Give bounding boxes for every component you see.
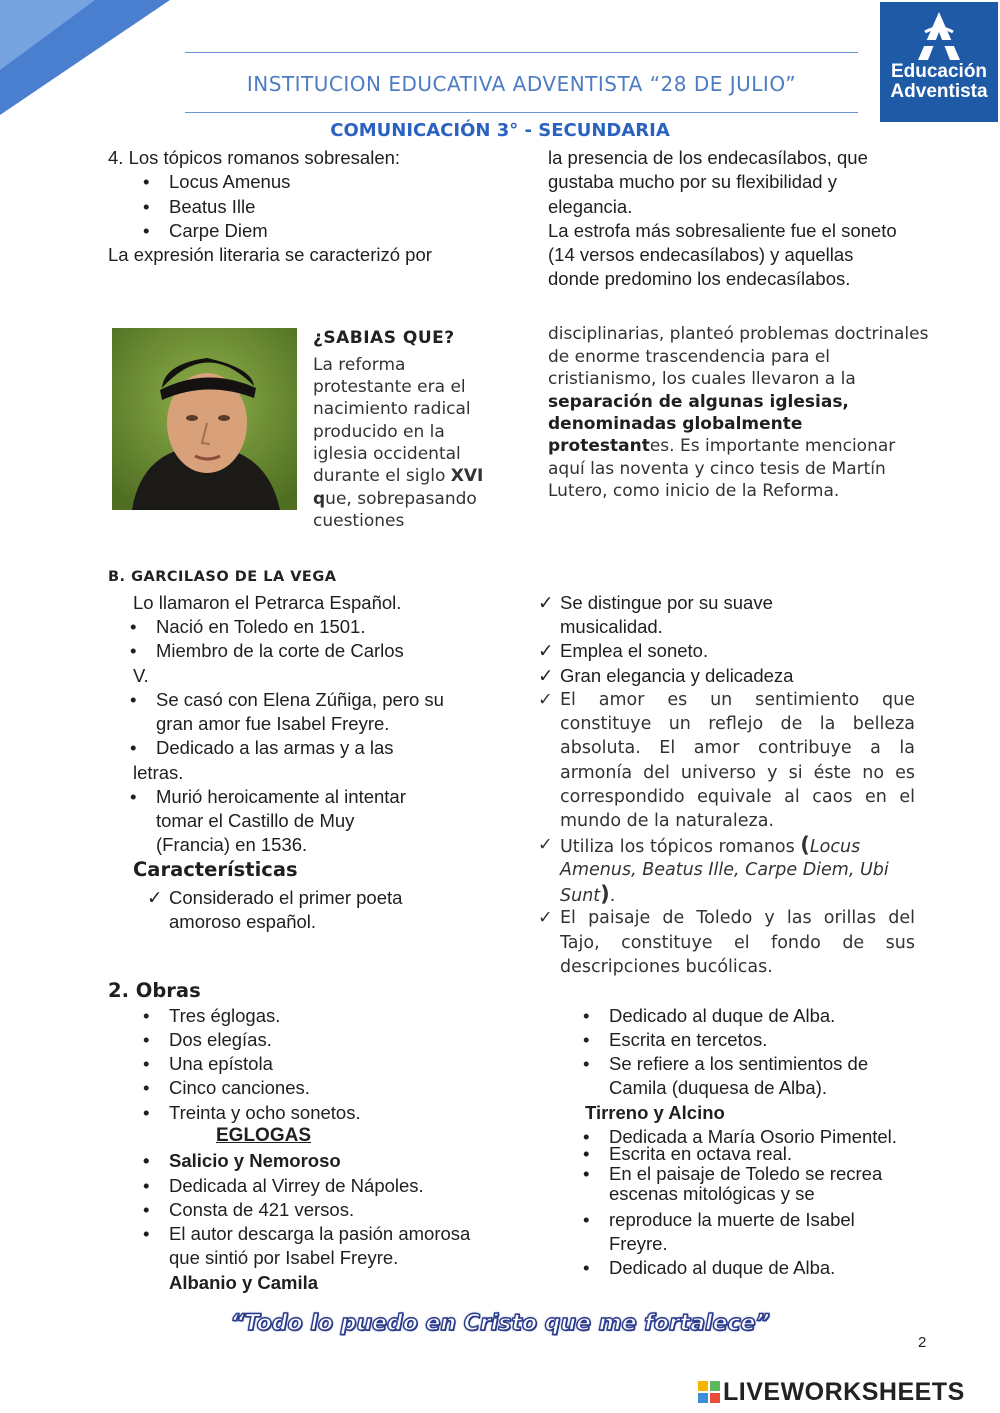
caracteristica-item: ✓ Gran elegancia y delicadeza [560, 664, 793, 688]
page-number: 2 [918, 1334, 927, 1351]
obra-detail-cont: Freyre. [609, 1233, 668, 1254]
paren-open: ( [800, 833, 810, 857]
obra-detail: • Dedicada al Virrey de Nápoles. [169, 1174, 424, 1198]
salicio-heading: • Salicio y Nemoroso [169, 1149, 341, 1173]
caracteristica-item-cont [560, 858, 889, 882]
caracteristica-item-cont: musicalidad. [560, 616, 663, 637]
obra-detail: • En el paisaje de Toledo se recrea [609, 1164, 882, 1184]
institution-name: INSTITUCION EDUCATIVA ADVENTISTA “28 DE JULIO” [246, 72, 797, 96]
obra-item: • Dos elegías. [169, 1028, 272, 1052]
topico-item: • Carpe Diem [169, 219, 268, 243]
bio-item-cont: letras. [133, 762, 184, 783]
sabias-right-line: aquí las noventa y cinco tesis de Martín [548, 459, 886, 479]
sabias-right-line: de enorme trascendencia para el [548, 347, 831, 367]
logo-text-1: Educación [890, 61, 988, 82]
bio-item: • Miembro de la corte de Carlos [156, 639, 404, 663]
liveworksheets-brand[interactable] [698, 1378, 965, 1407]
obra-item: • Tres églogas. [169, 1004, 280, 1028]
sabias-left-line: La reforma [313, 355, 406, 375]
obra-detail: • Escrita en tercetos. [609, 1028, 767, 1052]
bio-item-cont: (Francia) en 1536. [156, 834, 308, 855]
obra-detail: • Dedicada a María Osorio Pimentel. [609, 1125, 897, 1149]
obra-detail-cont: Camila (duquesa de Alba). [609, 1077, 828, 1098]
q-bold: q [313, 489, 326, 509]
obra-detail: • El autor descarga la pasión amorosa [169, 1222, 470, 1246]
obra-item: • Cinco canciones. [169, 1076, 310, 1100]
sabias-title: ¿SABIAS QUE? [313, 328, 455, 348]
topico-item: • Beatus Ille [169, 195, 255, 219]
caracteristica-item-cont: Tajo, constituye el fondo de sus [560, 933, 915, 953]
topico-item: • Locus Amenus [169, 170, 290, 194]
garcilaso-heading: B. GARCILASO DE LA VEGA [108, 569, 337, 585]
obras-heading: 2. Obras [108, 979, 201, 1002]
header-decoration-light [0, 0, 95, 70]
sabias-right-line: Lutero, como inicio de la Reforma. [548, 481, 840, 501]
caracteristica-item-cont: mundo de la naturaleza. [560, 811, 774, 831]
sabias-bold-line: separación de algunas iglesias, [548, 392, 849, 412]
caracteristica-item: ✓ Considerado el primer poeta [169, 886, 402, 910]
bio-item-cont: tomar el Castillo de Muy [156, 810, 355, 831]
caracteristica-item: ✓ El paisaje de Toledo y las orillas del [560, 906, 915, 930]
period: . [609, 886, 616, 906]
sabias-left-line [313, 465, 483, 487]
topicos-intro: 4. Los tópicos romanos sobresalen: [108, 147, 401, 168]
obra-detail: • Escrita en octava real. [609, 1144, 792, 1164]
header-rule-bottom [185, 112, 858, 113]
obra-detail: • Se refiere a los sentimientos de [609, 1052, 868, 1076]
liveworksheets-logo-icon [698, 1381, 720, 1403]
sabias-left-line: iglesia occidental [313, 444, 461, 464]
obra-detail-cont: escenas mitológicas y se [609, 1183, 815, 1204]
sobrepasando-text: ue, sobrepasando [325, 489, 477, 509]
sabias-left-line: producido en la [313, 422, 445, 442]
topicos-right-line: la presencia de los endecasílabos, que [548, 147, 868, 168]
adventista-emblem-icon [916, 10, 962, 62]
obra-detail: • Dedicado al duque de Alba. [609, 1256, 835, 1280]
sabias-left-line: nacimiento radical [313, 399, 471, 419]
sabias-right-line: cristianismo, los cuales llevaron a la [548, 369, 856, 389]
mencionar-text: es. Es importante mencionar [649, 436, 896, 456]
caracteristica-item-cont: constituye un reflejo de la belleza [560, 714, 915, 734]
sabias-left-line: protestante era el [313, 377, 466, 397]
bio-item: • Dedicado a las armas y a las [156, 736, 394, 760]
siglo-text: durante el siglo [313, 466, 451, 486]
bio-item-cont: V. [133, 665, 149, 686]
obra-detail: • reproduce la muerte de Isabel [609, 1208, 855, 1232]
topicos-italic: Locus [809, 837, 861, 857]
topicos-right-line: donde predomino los endecasílabos. [548, 268, 851, 289]
garcilaso-intro: Lo llamaron el Petrarca Español. [133, 592, 402, 613]
topicos-italic: Sunt [560, 886, 601, 906]
caracteristica-item-cont: correspondido equivale al caos en el [560, 787, 915, 807]
eglogas-heading: EGLOGAS [216, 1125, 312, 1146]
topicos-italic: Amenus, Beatus Ille, Carpe Diem, Ubi [560, 860, 889, 880]
topicos-right-line: (14 versos endecasílabos) y aquellas [548, 244, 854, 265]
sabias-right-line: disciplinarias, planteó problemas doctrinales [548, 324, 929, 344]
educacion-adventista-logo [880, 2, 998, 122]
caracteristica-item-cont: armonía del universo y si éste no es [560, 763, 915, 783]
protestant-bold: protestant [548, 436, 650, 456]
caracteristica-item-cont: descripciones bucólicas. [560, 957, 773, 977]
bio-item-cont: gran amor fue Isabel Freyre. [156, 713, 390, 734]
header-rule-top [185, 52, 858, 53]
bio-item: • Murió heroicamente al intentar [156, 785, 406, 809]
logo-text-2: Adventista [890, 81, 988, 102]
brand-text: LIVEWORKSHEETS [723, 1378, 965, 1406]
motto-banner: “Todo lo puedo en Cristo que me fortalece” [230, 1311, 770, 1336]
albanio-heading: Albanio y Camila [169, 1272, 319, 1293]
siglo-bold: XVI [450, 466, 484, 486]
caracteristicas-heading: Características [133, 858, 298, 881]
caracteristica-item: ✓ Se distingue por su suave [560, 591, 773, 615]
obra-detail-cont: que sintió por Isabel Freyre. [169, 1247, 399, 1268]
bio-item: • Se casó con Elena Zúñiga, pero su [156, 688, 444, 712]
obra-detail: • Consta de 421 versos. [169, 1198, 354, 1222]
caracteristica-item: ✓ Emplea el soneto. [560, 639, 708, 663]
topicos-right-line: La estrofa más sobresaliente fue el soneto [548, 220, 897, 241]
paren-close: ) [600, 882, 610, 906]
sabias-bold-line: denominadas globalmente [548, 414, 803, 434]
caracteristica-item [560, 833, 860, 859]
topicos-right-line: elegancia. [548, 196, 633, 217]
martin-luther-portrait [112, 328, 297, 510]
sabias-left-line: cuestiones [313, 511, 405, 531]
caracteristica-item: ✓ El amor es un sentimiento que [560, 688, 915, 712]
sabias-left-line [313, 488, 477, 510]
obra-detail: • Dedicado al duque de Alba. [609, 1004, 835, 1028]
caracteristica-item-cont: absoluta. El amor contribuye a la [560, 738, 915, 758]
caracteristica-item-cont: amoroso español. [169, 911, 317, 932]
bio-item: • Nació en Toledo en 1501. [156, 615, 366, 639]
expresion-literaria-text: La expresión literaria se caracterizó por [108, 244, 432, 265]
subject-title: COMUNICACIÓN 3° - SECUNDARIA [330, 120, 670, 141]
obra-item: • Treinta y ocho sonetos. [169, 1101, 361, 1125]
topicos-text: Utiliza los tópicos romanos [560, 837, 801, 857]
sabias-right-line [548, 435, 895, 457]
obra-item: • Una epístola [169, 1052, 273, 1076]
topicos-right-line: gustaba mucho por su flexibilidad y [548, 171, 837, 192]
caracteristica-item-cont [560, 882, 615, 908]
tirreno-heading: Tirreno y Alcino [585, 1102, 725, 1123]
